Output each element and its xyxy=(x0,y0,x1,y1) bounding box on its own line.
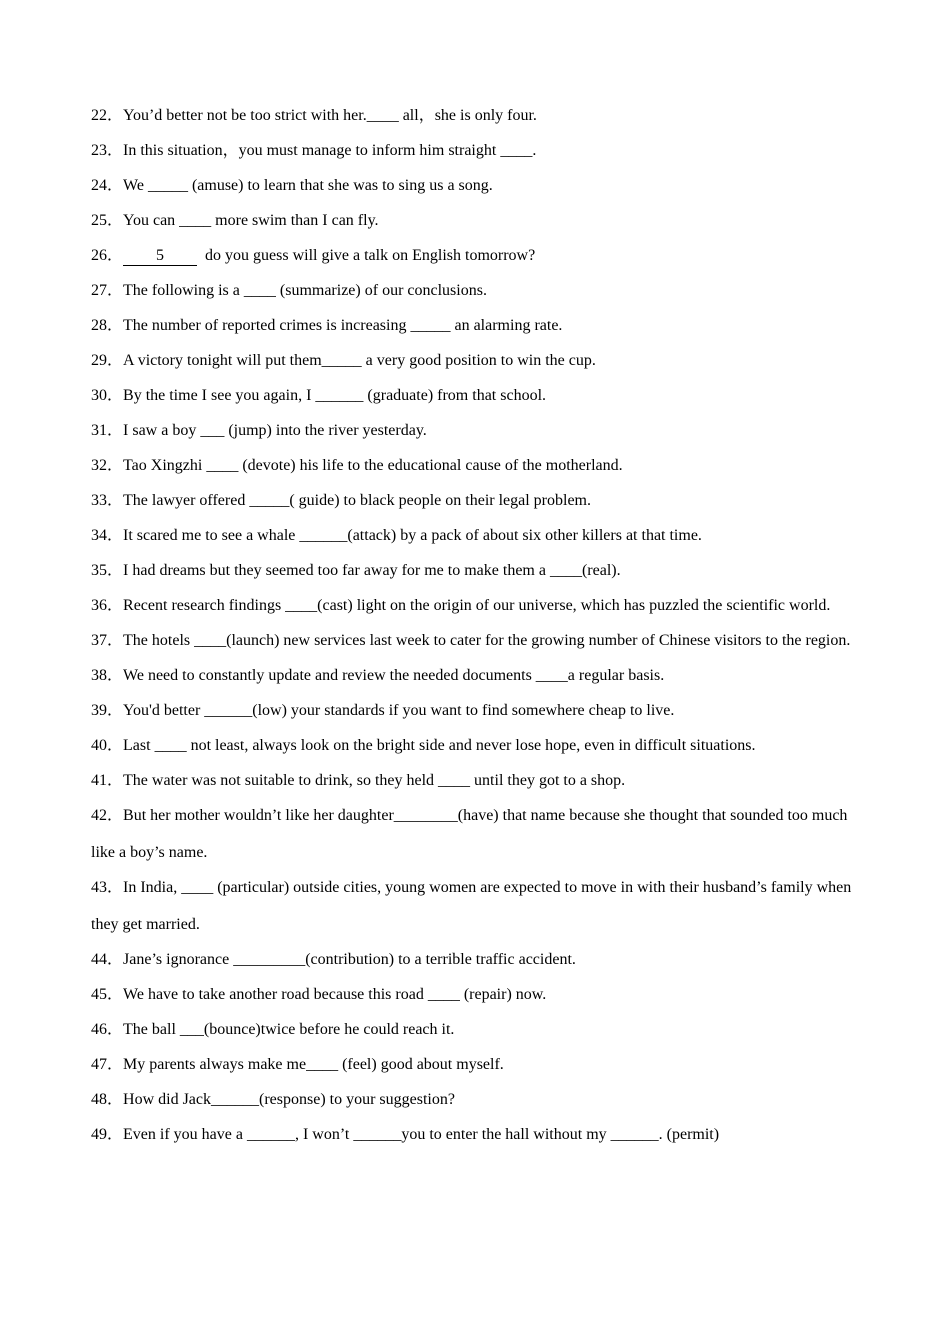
question-item xyxy=(91,552,861,589)
question-text: Last ____ not least, always look on the bright side and never lose hope, even in difficult situations. xyxy=(123,737,756,754)
question-item xyxy=(91,307,861,344)
question-number: 25． xyxy=(91,212,124,229)
question-number: 42． xyxy=(91,807,124,824)
filled-answer-blank: 5 xyxy=(123,247,197,266)
question-text: In India, ____ (particular) outside cities, young women are expected to move in with their husband’s family when they get married. xyxy=(91,879,852,933)
question-item xyxy=(91,272,861,309)
question-text: I had dreams but they seemed too far away for me to make them a ____(real). xyxy=(123,562,621,579)
question-item xyxy=(91,657,861,694)
question-item xyxy=(91,202,861,239)
question-number: 47． xyxy=(91,1056,124,1073)
question-number: 40． xyxy=(91,737,124,754)
question-number: 23． xyxy=(91,142,124,159)
question-number: 41． xyxy=(91,772,124,789)
question-item xyxy=(91,1116,861,1153)
question-item xyxy=(91,447,861,484)
question-item xyxy=(91,1081,861,1118)
question-number: 38． xyxy=(91,667,124,684)
question-item xyxy=(91,342,861,379)
question-text: But her mother wouldn’t like her daughter________(have) that name because she thought that sounded too much like a boy’s name. xyxy=(91,807,848,861)
question-item xyxy=(91,1011,861,1048)
question-item xyxy=(91,941,861,978)
question-text: You’d better not be too strict with her.____ all，she is only four. xyxy=(123,107,537,124)
question-item xyxy=(91,132,861,169)
question-number: 39． xyxy=(91,702,124,719)
question-text: The ball ___(bounce)twice before he could reach it. xyxy=(123,1021,455,1038)
question-number: 22． xyxy=(91,107,124,124)
question-text: Jane’s ignorance _________(contribution) to a terrible traffic accident. xyxy=(123,951,576,968)
question-text: Tao Xingzhi ____ (devote) his life to the educational cause of the motherland. xyxy=(123,457,623,474)
question-text: do you guess will give a talk on English tomorrow? xyxy=(205,247,536,264)
question-number: 29． xyxy=(91,352,124,369)
question-text: We need to constantly update and review the needed documents ____a regular basis. xyxy=(123,667,665,684)
question-number: 28． xyxy=(91,317,124,334)
question-text: You can ____ more swim than I can fly. xyxy=(123,212,379,229)
question-text: The lawyer offered _____( guide) to black people on their legal problem. xyxy=(123,492,591,509)
question-item xyxy=(91,482,861,519)
question-text: By the time I see you again, I ______ (graduate) from that school. xyxy=(123,387,547,404)
question-number: 49． xyxy=(91,1126,124,1143)
question-text: How did Jack______(response) to your suggestion? xyxy=(123,1091,455,1108)
question-text: Recent research findings ____(cast) light on the origin of our universe, which has puzzled the scientific world. xyxy=(123,597,831,614)
question-text: The water was not suitable to drink, so they held ____ until they got to a shop. xyxy=(123,772,626,789)
question-number: 27． xyxy=(91,282,124,299)
question-number: 32． xyxy=(91,457,124,474)
question-text: Even if you have a ______, I won’t ______you to enter the hall without my ______. (permit) xyxy=(123,1126,720,1143)
question-number: 31． xyxy=(91,422,124,439)
question-item xyxy=(91,587,861,624)
question-number: 43． xyxy=(91,879,124,896)
question-text: In this situation，you must manage to inform him straight ____. xyxy=(123,142,537,159)
question-number: 48． xyxy=(91,1091,124,1108)
question-number: 36． xyxy=(91,597,124,614)
question-number: 30． xyxy=(91,387,124,404)
question-item xyxy=(91,692,861,729)
question-number: 26． xyxy=(91,247,124,264)
question-number: 45． xyxy=(91,986,124,1003)
question-item xyxy=(91,97,861,134)
question-text: You'd better ______(low) your standards if you want to find somewhere cheap to live. xyxy=(123,702,675,719)
question-item xyxy=(91,167,861,204)
question-item xyxy=(91,377,861,414)
question-text: My parents always make me____ (feel) good about myself. xyxy=(123,1056,504,1073)
question-item xyxy=(91,412,861,449)
question-text: The following is a ____ (summarize) of our conclusions. xyxy=(123,282,487,299)
question-text: The number of reported crimes is increasing _____ an alarming rate. xyxy=(123,317,563,334)
question-list xyxy=(91,97,861,1151)
question-text: We _____ (amuse) to learn that she was to sing us a song. xyxy=(123,177,493,194)
question-number: 34． xyxy=(91,527,124,544)
question-item xyxy=(91,237,861,274)
question-text: It scared me to see a whale ______(attack) by a pack of about six other killers at that time. xyxy=(123,527,702,544)
question-number: 44． xyxy=(91,951,124,968)
question-number: 33． xyxy=(91,492,124,509)
question-number: 37． xyxy=(91,632,124,649)
question-item xyxy=(91,797,861,871)
question-item xyxy=(91,517,861,554)
question-item xyxy=(91,727,861,764)
question-number: 24． xyxy=(91,177,124,194)
question-item xyxy=(91,1046,861,1083)
question-item xyxy=(91,869,861,943)
question-item xyxy=(91,976,861,1013)
question-text: We have to take another road because this road ____ (repair) now. xyxy=(123,986,547,1003)
question-item xyxy=(91,762,861,799)
question-text: The hotels ____(launch) new services last week to cater for the growing number of Chinese visitors to the region. xyxy=(123,632,851,649)
question-text: A victory tonight will put them_____ a very good position to win the cup. xyxy=(123,352,596,369)
question-text: I saw a boy ___ (jump) into the river yesterday. xyxy=(123,422,427,439)
question-number: 35． xyxy=(91,562,124,579)
question-item xyxy=(91,622,861,659)
question-number: 46． xyxy=(91,1021,124,1038)
